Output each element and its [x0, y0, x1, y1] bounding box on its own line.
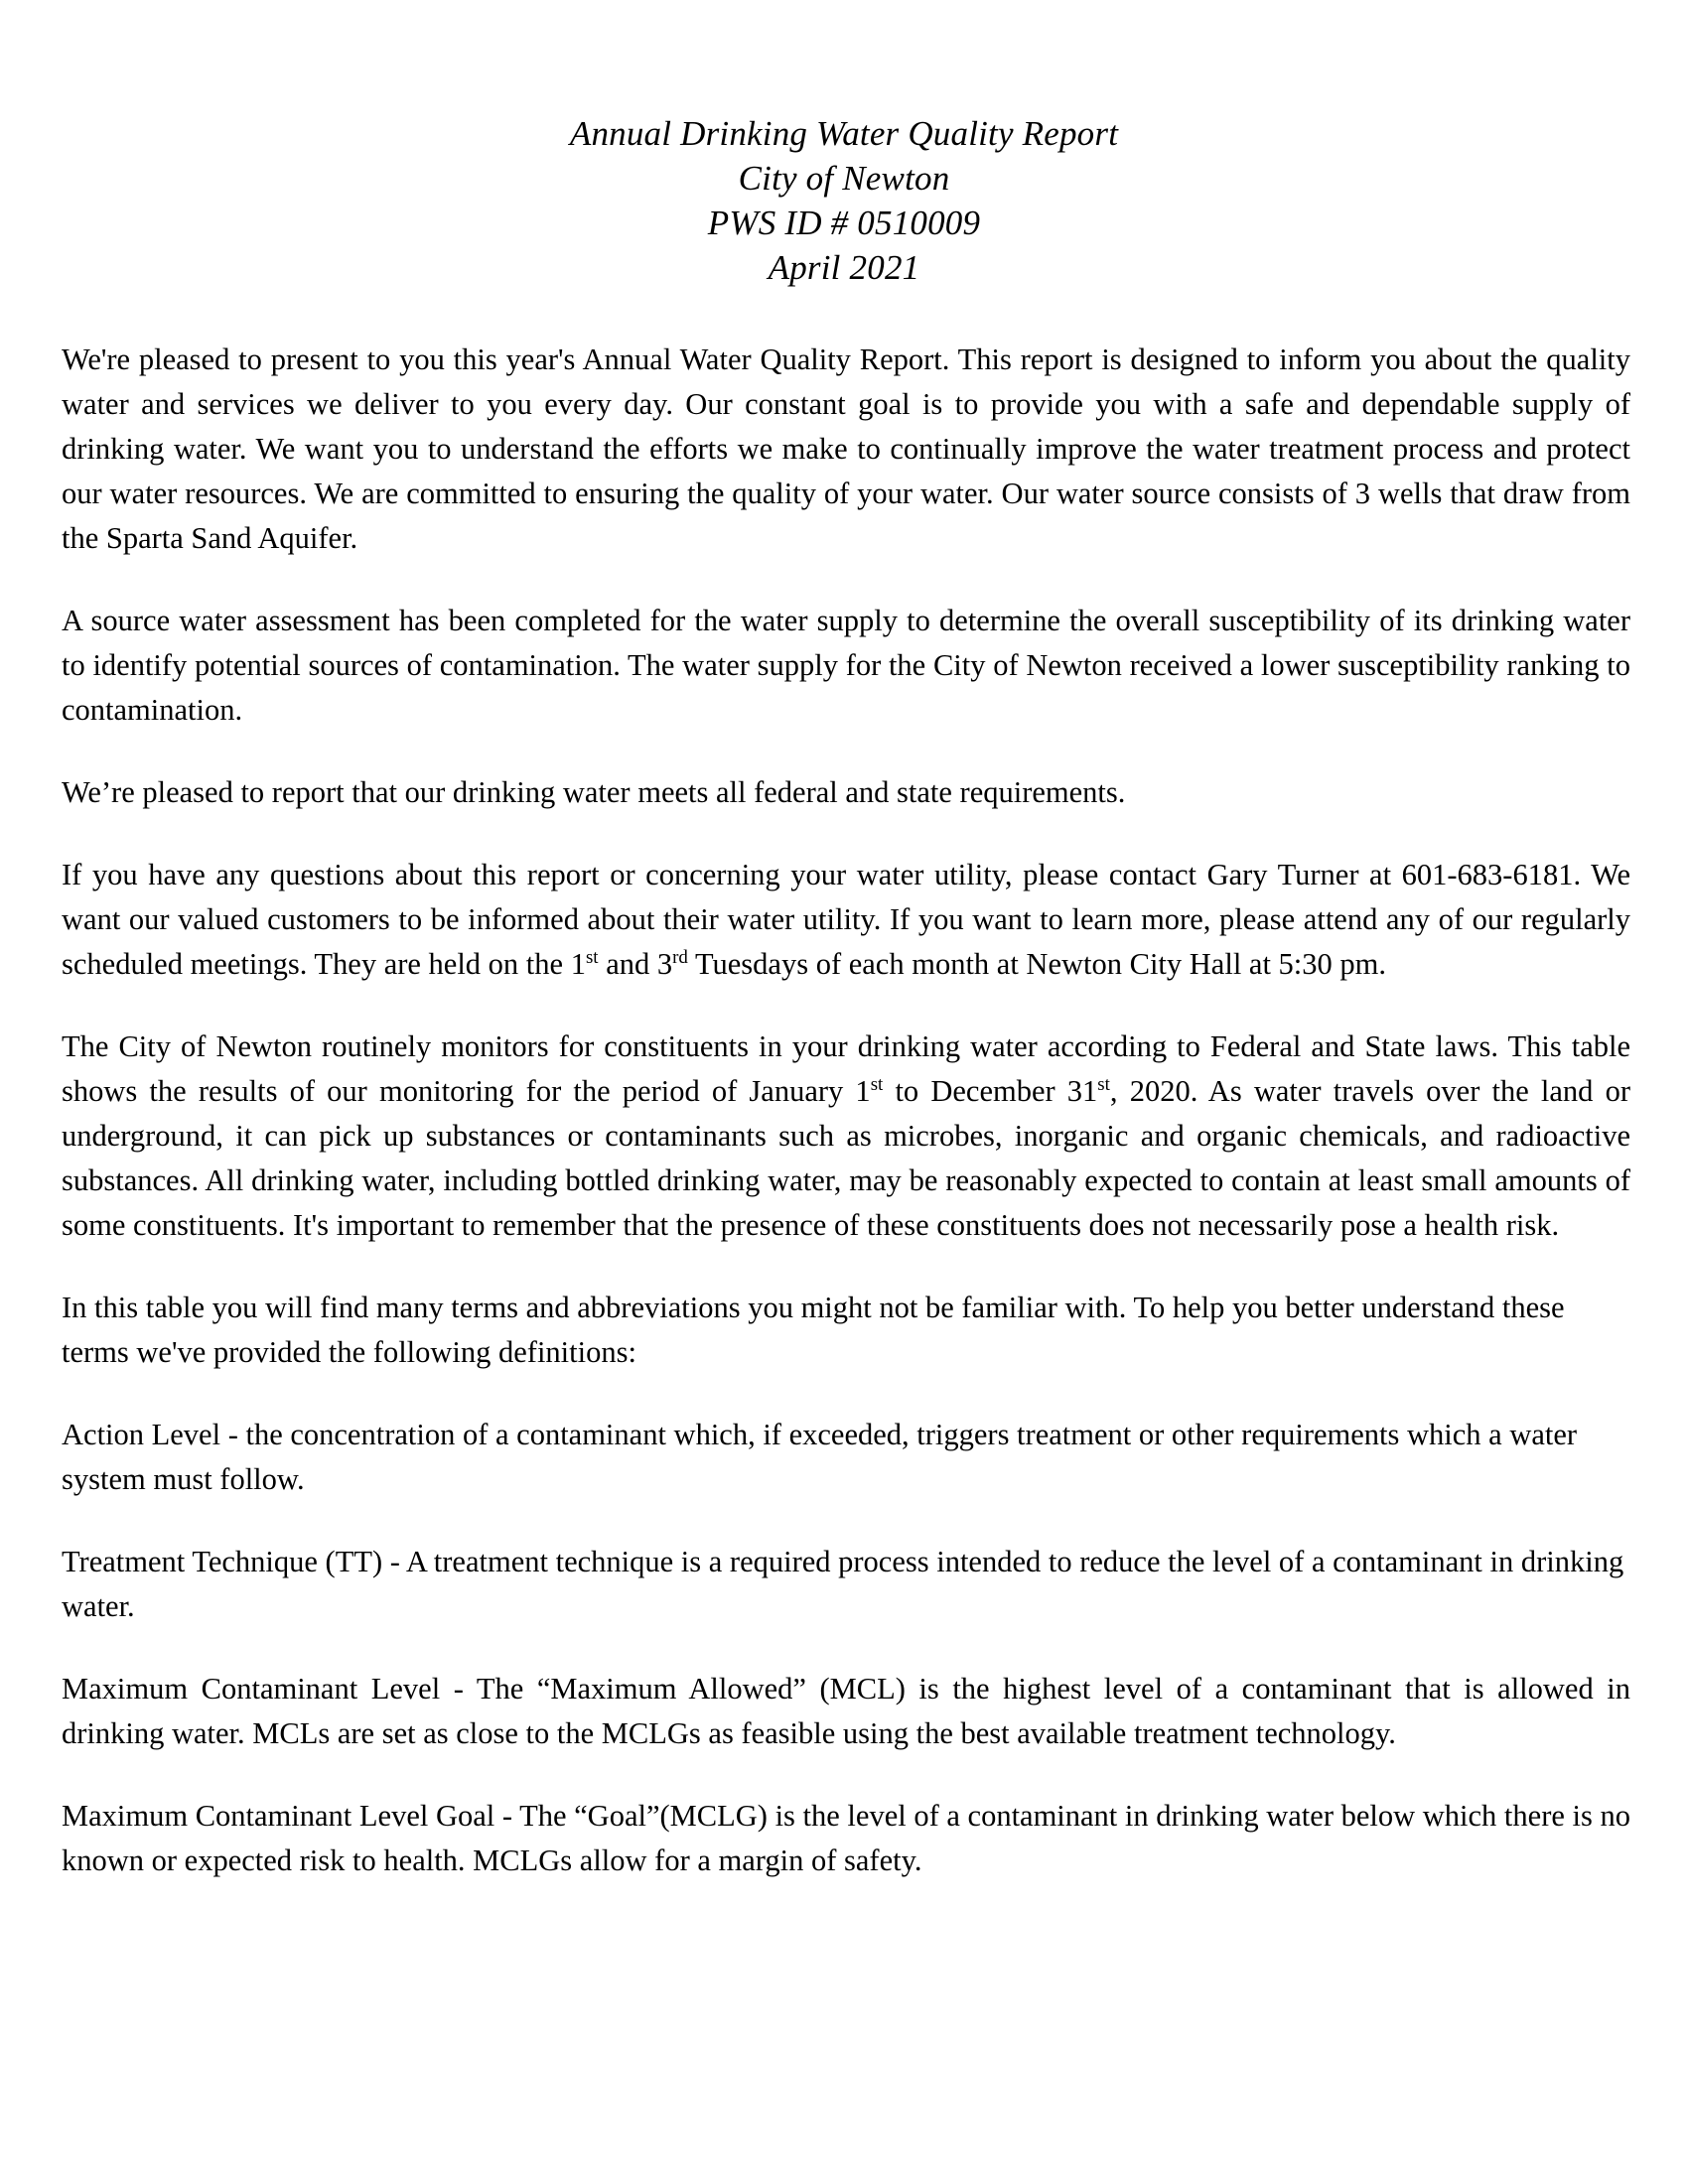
definition-maximum-contaminant-level: Maximum Contaminant Level - The “Maximum Allowed” (MCL) is the highest level of a contaminant that is allowed in drinking water. MCLs are set as close to the MCLGs as feasible using the best available treatment technology. — [62, 1672, 1630, 1750]
paragraph-source-water-assessment: A source water assessment has been completed for the water supply to determine the overall susceptibility of its drinking water to identify potential sources of contamination. The water supply for the City of Newton received a lower susceptibility ranking to contamination. — [62, 604, 1630, 727]
report-date: April 2021 — [768, 248, 920, 287]
ordinal-suffix-january: st — [870, 1073, 884, 1095]
ordinal-suffix-december: st — [1097, 1073, 1110, 1095]
report-city: City of Newton — [738, 159, 950, 198]
contact-text-lead: If you have any questions about this report or concerning your water utility, please contact Gary Turner at 601-683-6181. We want our valued customers to be informed about their water utility. If you want to learn more, please attend any of our regularly scheduled meetings. They are held on the 1 — [62, 858, 1630, 981]
document-body — [62, 338, 1630, 1921]
paragraph-monitoring-period — [62, 1024, 1630, 1248]
paragraph-intro: We're pleased to present to you this year's Annual Water Quality Report. This report is designed to inform you about the quality water and services we deliver to you every day. Our constant goal is to provide you with a safe and dependable supply of drinking water. We want you to understand the efforts we make to continually improve the water treatment process and protect our water resources. We are committed to ensuring the quality of your water. Our water source consists of 3 wells that draw from the Sparta Sand Aquifer. — [62, 342, 1630, 555]
report-header — [0, 0, 1688, 290]
contact-text-middle: and 3 — [598, 947, 673, 981]
paragraph-compliance-statement: We’re pleased to report that our drinking water meets all federal and state requirements. — [62, 775, 1126, 809]
definition-action-level: Action Level - the concentration of a contaminant which, if exceeded, triggers treatment or other requirements which a water system must follow. — [62, 1418, 1578, 1496]
report-title: Annual Drinking Water Quality Report — [569, 114, 1119, 153]
ordinal-suffix-third: rd — [672, 946, 688, 968]
definition-maximum-contaminant-level-goal: Maximum Contaminant Level Goal - The “Goal”(MCLG) is the level of a contaminant in drinking water below which there is no known or expected risk to health. MCLGs allow for a margin of safety. — [62, 1799, 1630, 1877]
paragraph-definitions-intro: In this table you will find many terms and abbreviations you might not be familiar with. To help you better understand these terms we've provided the following definitions: — [62, 1291, 1565, 1369]
monitoring-text-lead: The City of Newton routinely monitors for constituents in your drinking water according to Federal and State laws. This table shows the results of our monitoring for the period of January 1 — [62, 1029, 1630, 1108]
definition-treatment-technique: Treatment Technique (TT) - A treatment technique is a required process intended to reduce the level of a contaminant in drinking water. — [62, 1545, 1624, 1623]
monitoring-text-middle: to December 31 — [883, 1074, 1098, 1108]
paragraph-contact-info — [62, 853, 1630, 987]
ordinal-suffix-first: st — [585, 946, 599, 968]
report-pws-id: PWS ID # 0510009 — [707, 204, 981, 242]
monitoring-text-tail: , 2020. As water travels over the land or underground, it can pick up substances or contaminants such as microbes, inorganic and organic chemicals, and radioactive substances. All drinking water, including bottled drinking water, may be reasonably expected to contain at least small amounts of some constituents. It's important to remember that the presence of these constituents does not necessarily pose a health risk. — [62, 1074, 1630, 1242]
contact-text-tail: Tuesdays of each month at Newton City Hall at 5:30 pm. — [687, 947, 1386, 981]
